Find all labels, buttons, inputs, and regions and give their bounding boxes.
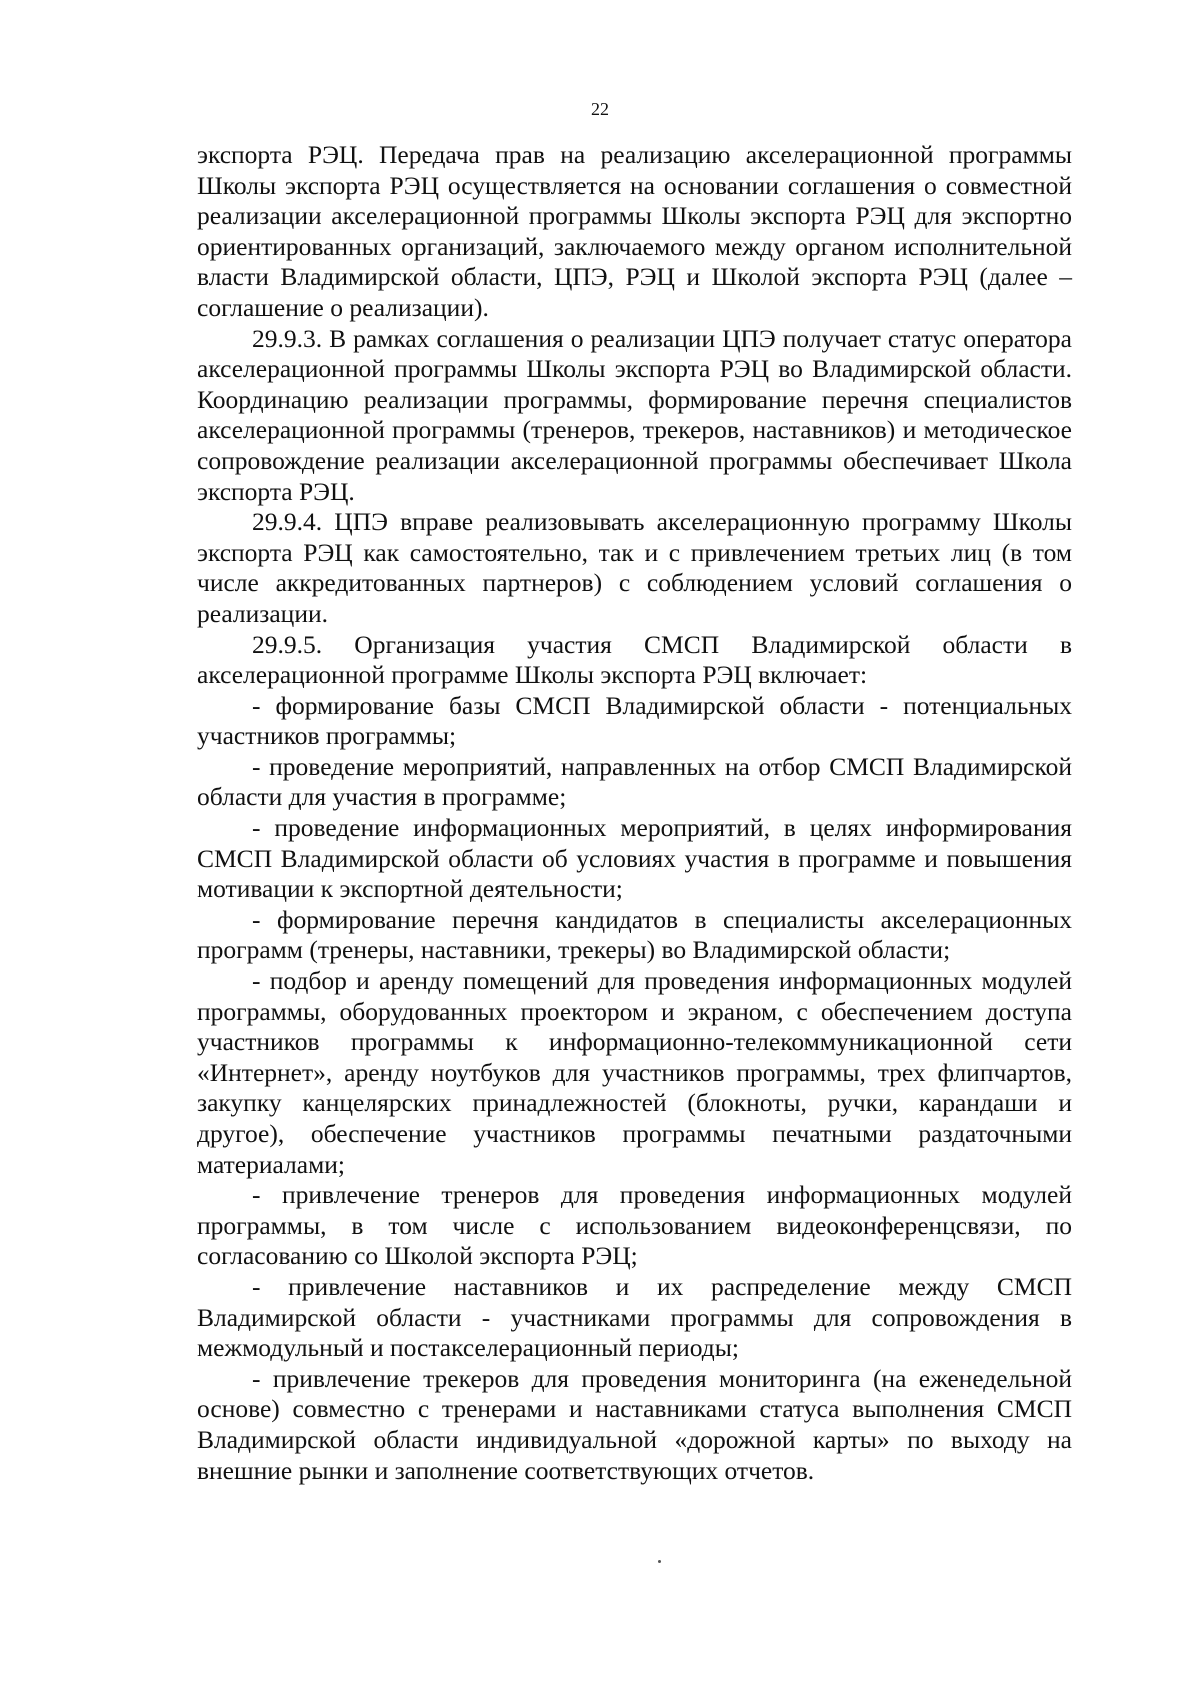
paragraph-29-9-5: 29.9.5. Организация участия СМСП Владимирской области в акселерационной программе Школы экспорта РЭЦ включает: (197, 629, 1072, 690)
list-item: - формирование перечня кандидатов в специалисты акселерационных программ (тренеры, наставники, трекеры) во Владимирской области; (197, 904, 1072, 965)
page-number: 22 (591, 99, 609, 119)
list-item: - формирование базы СМСП Владимирской области - потенциальных участников программы; (197, 690, 1072, 751)
paragraph-29-9-3: 29.9.3. В рамках соглашения о реализации ЦПЭ получает статус оператора акселерационной программы Школы экспорта РЭЦ во Владимирской области. Координацию реализации программы, формирование перечня специалистов акселерационной программы (тренеров, трекеров, наставников) и методическое сопровождение реализации акселерационной программы обеспечивает Школа экспорта РЭЦ. (197, 323, 1072, 506)
list-item: - проведение информационных мероприятий, в целях информирования СМСП Владимирской области об условиях участия в программе и повышения мотивации к экспортной деятельности; (197, 813, 1072, 904)
document-body (197, 140, 1072, 1486)
list-item: - проведение мероприятий, направленных на отбор СМСП Владимирской области для участия в программе; (197, 751, 1072, 812)
list-item: - подбор и аренду помещений для проведения информационных модулей программы, оборудованных проектором и экраном, с обеспечением доступа участников программы к информационно-телекоммуникационной сети «Интернет», аренду ноутбуков для участников программы, трех флипчартов, закупку канцелярских принадлежностей (блокноты, ручки, карандаши и другое), обеспечение участников программы печатными раздаточными материалами; (197, 966, 1072, 1179)
list-item: - привлечение тренеров для проведения информационных модулей программы, в том числе с использованием видеоконференцсвязи, по согласованию со Школой экспорта РЭЦ; (197, 1180, 1072, 1271)
scan-dot (658, 1560, 661, 1563)
paragraph-29-9-4: 29.9.4. ЦПЭ вправе реализовывать акселерационную программу Школы экспорта РЭЦ как самостоятельно, так и с привлечением третьих лиц (в том числе аккредитованных партнеров) с соблюдением условий соглашения о реализации. (197, 507, 1072, 628)
paragraph-continuation: экспорта РЭЦ. Передача прав на реализацию акселерационной программы Школы экспорта РЭЦ осуществляется на основании соглашения о совместной реализации акселерационной программы Школы экспорта РЭЦ для экспортно ориентированных организаций, заключаемого между органом исполнительной власти Владимирской области, ЦПЭ, РЭЦ и Школой экспорта РЭЦ (далее – соглашение о реализации). (197, 140, 1072, 322)
list-item: - привлечение трекеров для проведения мониторинга (на еженедельной основе) совместно с тренерами и наставниками статуса выполнения СМСП Владимирской области индивидуальной «дорожной карты» по выходу на внешние рынки и заполнение соответствующих отчетов. (197, 1363, 1072, 1485)
list-item: - привлечение наставников и их распределение между СМСП Владимирской области - участниками программы для сопровождения в межмодульный и постакселерационный периоды; (197, 1271, 1072, 1363)
